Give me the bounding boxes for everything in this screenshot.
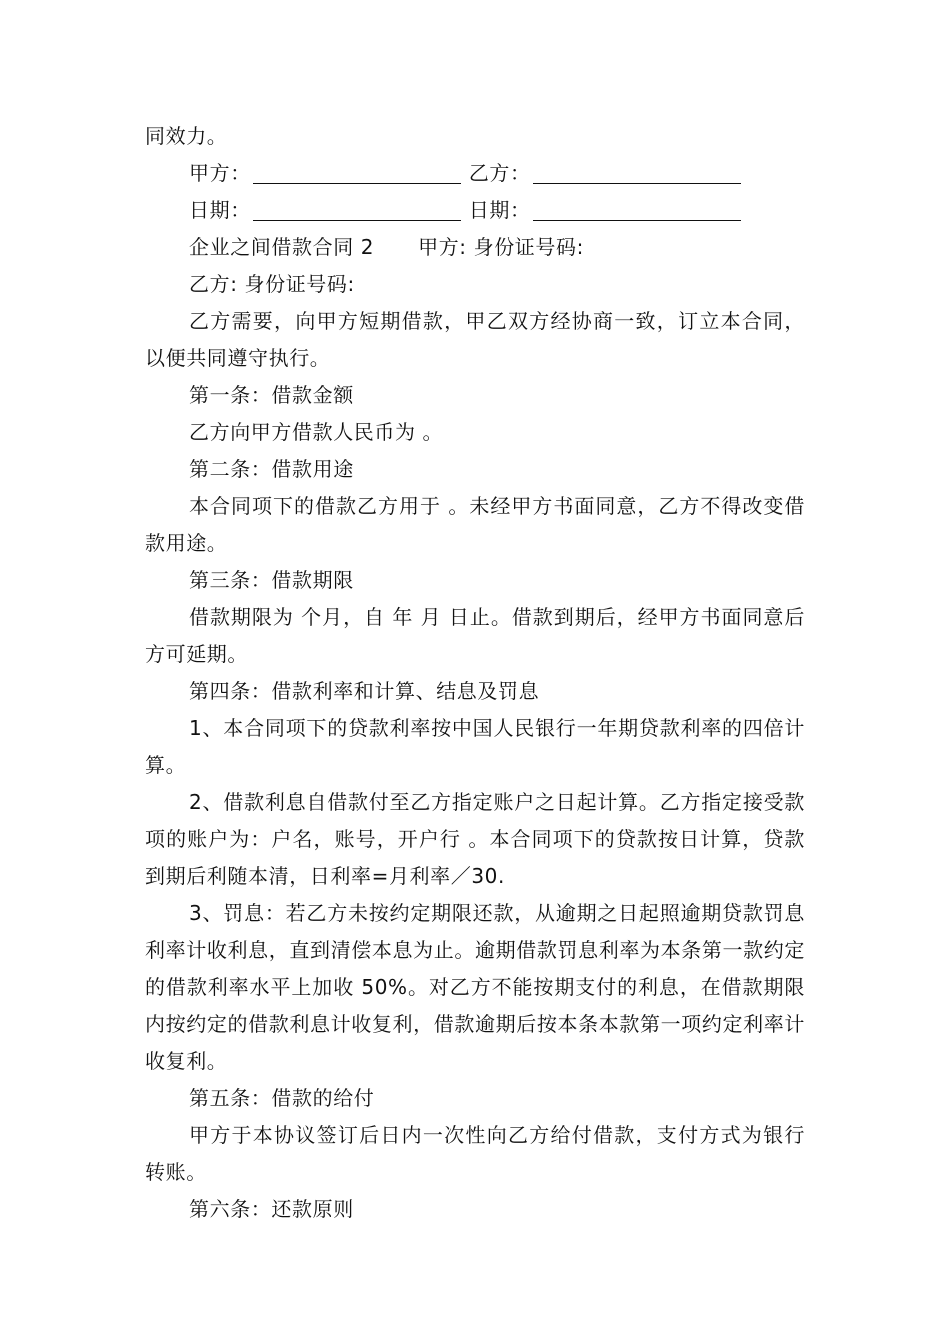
article-5-body: 甲方于本协议签订后日内一次性向乙方给付借款，支付方式为银行转账。 (145, 1123, 805, 1184)
signature-line-parties (145, 155, 805, 192)
article-4-item-1: 1、本合同项下的贷款利率按中国人民银行一年期贷款利率的四倍计算。 (145, 716, 805, 777)
contract2-heading-line (145, 229, 805, 266)
article-4-item-3: 3、罚息：若乙方未按约定期限还款，从逾期之日起照逾期贷款罚息利率计收利息，直到清偿本息为止。逾期借款罚息利率为本条第一款约定的借款利率水平上加收 50%。对乙方不能按期支付的利息，在借款期限内按约定的借款利息计收复利，借款逾期后按本条本款第一项约定利率计收复利。 (145, 901, 805, 1073)
article-1-title: 第一条：借款金额 (189, 383, 354, 407)
article-3-title: 第三条：借款期限 (189, 568, 354, 592)
date-a-label: 日期： (189, 198, 251, 222)
intro-paragraph: 乙方需要，向甲方短期借款，甲乙双方经协商一致，订立本合同，以便共同遵守执行。 (145, 309, 805, 370)
party-a-label: 甲方： (189, 161, 251, 185)
article-1-body: 乙方向甲方借款人民币为 。 (189, 420, 444, 444)
document-body (145, 118, 805, 1228)
date-b-blank[interactable] (533, 198, 741, 221)
article-5-title: 第五条：借款的给付 (189, 1086, 375, 1110)
article-4-title: 第四条：借款利率和计算、结息及罚息 (189, 679, 540, 703)
article-6-title: 第六条：还款原则 (189, 1197, 354, 1221)
article-2-body: 本合同项下的借款乙方用于 。未经甲方书面同意，乙方不得改变借款用途。 (145, 494, 805, 555)
contract2-title: 企业之间借款合同 2 (189, 235, 375, 259)
date-a-blank[interactable] (253, 198, 461, 221)
signature-line-dates (145, 192, 805, 229)
contract2-party-b: 乙方: 身份证号码: (189, 272, 355, 296)
article-4-item-2: 2、借款利息自借款付至乙方指定账户之日起计算。乙方指定接受款项的账户为：户名，账号，开户行 。本合同项下的贷款按日计算，贷款到期后利随本清，日利率=月利率／30. (145, 790, 805, 888)
article-3-body: 借款期限为 个月，自 年 月 日止。借款到期后，经甲方书面同意后方可延期。 (145, 605, 805, 666)
article-2-title: 第二条：借款用途 (189, 457, 354, 481)
party-b-signature-blank[interactable] (533, 161, 741, 184)
contract2-party-a: 甲方: 身份证号码: (418, 235, 584, 259)
date-b-label: 日期： (468, 198, 531, 222)
continuation-text: 同效力。 (145, 124, 228, 148)
party-b-label: 乙方： (468, 161, 531, 185)
party-a-signature-blank[interactable] (253, 161, 461, 184)
